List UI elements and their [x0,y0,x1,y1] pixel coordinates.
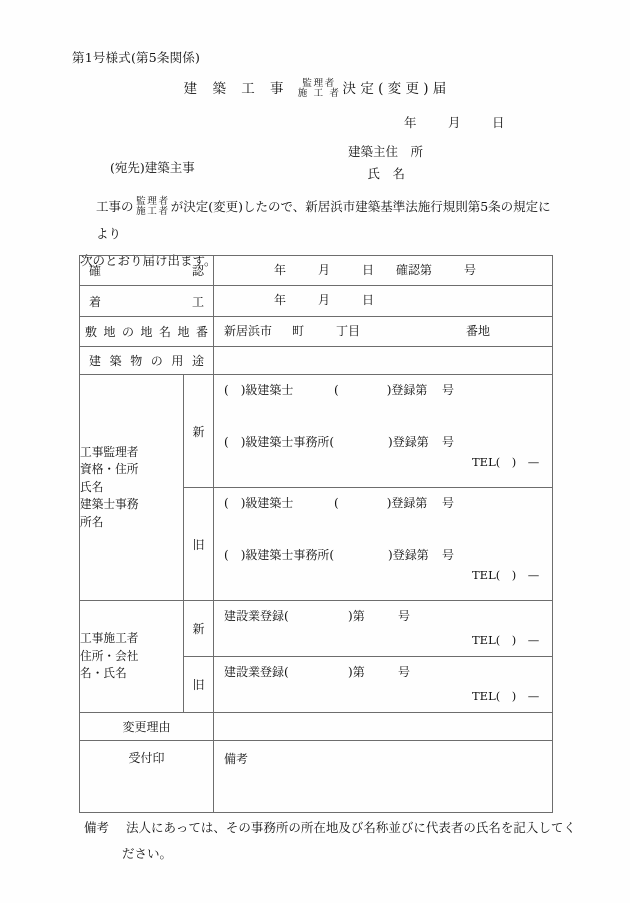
supervisor-old-line2 [224,546,552,564]
contractor-old-reg-a: 建設業登録( [224,665,289,680]
start-day: 日 [362,293,375,308]
table-row-confirm [80,256,553,286]
body-part2: が決定(変更)したので、新居浜市建築基準法施行規則第5条の規定により [96,199,551,241]
date-day-label: 日 [492,115,505,130]
cell-remarks-value[interactable] [214,741,553,813]
cell-contractor-old-value[interactable] [214,657,553,713]
site-town: 町 [292,323,305,338]
label-supervisor [80,375,184,601]
table-row-receipt-seal [80,741,553,813]
supervisor-old-qual: ( )級建築士 [224,496,294,511]
title-suffix: 決 定 ( 変 更 ) 届 [342,81,447,97]
remarks-label: 備考 [224,752,249,767]
label-supervisor-old: 旧 [184,488,214,601]
site-banchi: 番地 [466,323,491,338]
table-row-site-address [80,316,553,346]
start-year: 年 [274,293,287,308]
contractor-new-tel: TEL( ) — [472,633,540,648]
title-stacked-bottom: 施 工 者 [297,88,341,99]
contractor-old-registration [224,663,552,681]
label-contractor-line3: 名・氏名 [80,666,127,681]
site-chome: 丁目 [336,323,361,338]
label-supervisor-line1: 工事監理者 [80,444,139,459]
supervisor-new-reg-unit: 号 [442,383,455,398]
label-confirm-text: 確 認 [89,264,205,279]
label-contractor-new: 新 [184,601,214,657]
footnote-line2: ださい。 [122,846,173,862]
supervisor-old-tel: TEL( ) — [472,568,540,583]
footnote-label: 備考 [84,820,110,835]
table-row-change-reason [80,713,553,741]
label-building-use [80,347,214,375]
supervisor-new-tel: TEL( ) — [472,455,540,470]
cell-confirm-value[interactable] [214,256,553,286]
table-row-supervisor-new [80,375,553,488]
label-supervisor-line5: 所名 [80,514,104,529]
confirm-number-label: 確認第 [396,263,433,277]
date-year-label: 年 [404,115,417,130]
body-stacked-roles [135,197,170,217]
title-stacked-roles [296,79,340,99]
owner-name-label: 氏 名 [367,165,406,181]
cell-building-use-value[interactable] [214,347,553,375]
label-confirm [80,256,214,286]
table-row-contractor-new [80,601,553,657]
table-row-start-work [80,286,553,316]
cell-supervisor-old-value[interactable] [214,488,553,601]
cell-change-reason-value[interactable] [214,713,553,741]
confirm-month: 月 [318,263,331,277]
cell-site-address-value[interactable] [214,316,553,346]
label-building-use-text: 建 築 物 の 用 途 [89,354,205,369]
supervisor-new-line2 [224,433,552,451]
contractor-new-reg-a: 建設業登録( [224,609,289,624]
supervisor-old-office-reg: )登録第 [376,548,429,563]
supervisor-new-reg: ( )登録第 [334,383,428,398]
table-row-building-use [80,347,553,375]
cell-contractor-new-value[interactable] [214,601,553,657]
title-prefix: 建 築 工 事 [183,81,290,97]
label-receipt-seal[interactable]: 受付印 [80,741,214,813]
contractor-old-tel: TEL( ) — [472,689,540,704]
supervisor-new-office-reg: )登録第 [376,435,429,450]
body-stacked-top: 監理者 [136,196,170,208]
body-stacked-bottom: 施工者 [136,206,170,217]
application-form-table [79,255,553,813]
addressee: (宛先)建築主事 [110,160,195,175]
cell-start-work-value[interactable] [214,286,553,316]
label-supervisor-line3: 氏名 [80,479,104,494]
supervisor-new-office-unit: 号 [442,435,455,450]
contractor-new-registration [224,607,552,625]
title-stacked-top: 監理者 [302,78,336,90]
contractor-new-reg-c: 号 [398,609,411,624]
label-contractor-line2: 住所・会社 [80,648,139,663]
supervisor-new-line1 [224,381,552,399]
supervisor-old-office-unit: 号 [442,548,455,563]
label-start-work-text: 着 工 [89,294,205,309]
label-contractor [80,601,184,713]
start-month: 月 [318,293,331,308]
owner-block [348,141,423,185]
supervisor-old-office: ( )級建築士事務所( [224,548,335,563]
label-supervisor-line2: 資格・住所 [80,462,139,477]
label-site-address-text: 敷 地 の 地 名 地 番 [85,324,209,339]
supervisor-new-qual: ( )級建築士 [224,383,294,398]
site-city: 新居浜市 [224,323,273,338]
supervisor-old-reg: ( )登録第 [334,496,428,511]
owner-address-label: 建築主住 所 [348,144,424,159]
label-site-address [80,316,214,346]
contractor-old-reg-b: )第 [336,665,365,680]
supervisor-old-line1 [224,494,552,512]
label-start-work [80,286,214,316]
contractor-old-reg-c: 号 [398,665,411,680]
document-title [0,77,630,99]
body-part1: 工事の [96,199,134,214]
confirm-number-unit: 号 [464,263,477,277]
contractor-new-reg-b: )第 [336,609,365,624]
confirm-year: 年 [274,263,287,277]
label-supervisor-line4: 建築士事務 [80,497,139,512]
footnote-line1: 法人にあっては、その事務所の所在地及び名称並びに代表者の氏名を記入してく [126,820,576,835]
cell-supervisor-new-value[interactable] [214,375,553,488]
supervisor-new-office: ( )級建築士事務所( [224,435,335,450]
body-part3: 次のとおり届け出ます。 [80,252,217,268]
date-month-label: 月 [448,115,461,130]
footnote [79,815,579,868]
confirm-day: 日 [362,263,375,277]
label-change-reason: 変更理由 [80,713,214,741]
supervisor-old-reg-unit: 号 [442,496,455,511]
label-supervisor-new: 新 [184,375,214,488]
form-number: 第1号様式(第5条関係) [72,50,201,65]
label-contractor-old: 旧 [184,657,214,713]
label-contractor-line1: 工事施工者 [80,631,139,646]
